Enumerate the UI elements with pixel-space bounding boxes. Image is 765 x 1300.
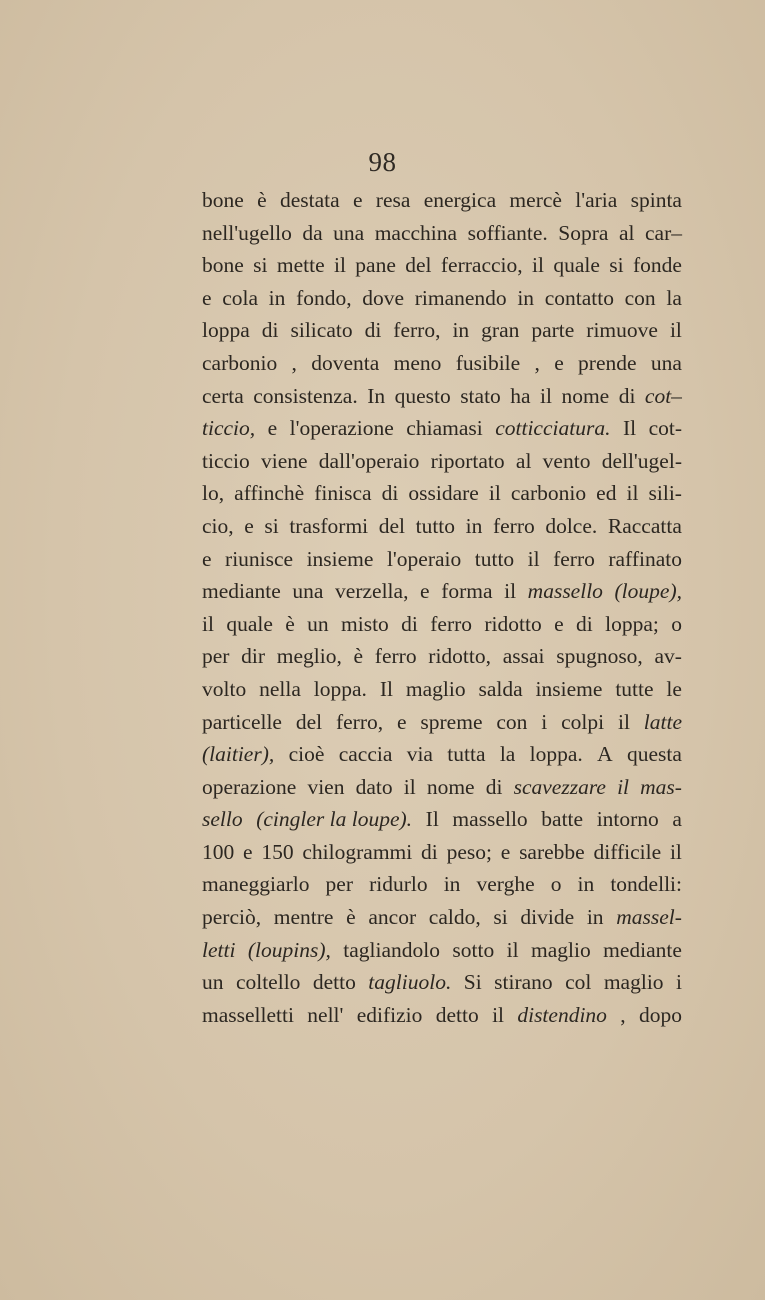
word: cio,: [202, 513, 234, 538]
word: cola: [222, 285, 259, 310]
word: al: [515, 448, 532, 473]
word: assai: [502, 644, 545, 669]
word: fondo,: [296, 285, 352, 310]
word: tutto: [474, 546, 515, 571]
word: bone: [202, 253, 244, 278]
word: peso;: [446, 839, 492, 864]
word: vien: [307, 774, 345, 799]
word: meno: [393, 350, 442, 375]
word: per: [202, 644, 230, 669]
page-number: 98: [368, 147, 397, 177]
text-line: [202, 477, 682, 510]
word: letti: [202, 937, 236, 962]
word: distendino: [517, 1002, 607, 1027]
word: sotto: [452, 937, 495, 962]
word: e: [554, 350, 564, 375]
word: meglio,: [276, 644, 342, 669]
word: stirano: [494, 970, 553, 995]
text-line: [202, 347, 682, 380]
word: salda: [478, 676, 523, 701]
word: del: [378, 513, 406, 538]
word: Il: [622, 416, 637, 441]
word: l'operazione: [289, 416, 394, 441]
word: bone: [202, 188, 244, 212]
word: con: [496, 709, 528, 734]
word: spreme: [420, 709, 483, 734]
text-line: [202, 934, 682, 967]
word: batte: [541, 807, 584, 832]
word: cot–: [644, 383, 682, 408]
word: questo: [394, 383, 451, 408]
word: fonde: [632, 253, 682, 278]
word: (loupe),: [614, 579, 682, 604]
word: mediante: [202, 579, 281, 604]
word: il: [488, 481, 501, 506]
word: dato: [355, 774, 393, 799]
word: sili-: [648, 481, 682, 506]
word: loppa.: [313, 676, 367, 701]
word: di: [364, 318, 382, 343]
word: il: [202, 611, 214, 636]
word: questa: [626, 742, 682, 767]
word: lo,: [202, 481, 225, 506]
text-line: [202, 314, 682, 347]
text-line: [202, 608, 682, 641]
word: caldo,: [428, 905, 481, 930]
word: cotticciatura.: [495, 416, 611, 441]
word: raffinato: [608, 546, 682, 571]
text-line: [202, 803, 682, 836]
word: si: [253, 253, 268, 278]
word: nell': [307, 1002, 344, 1027]
word: del: [295, 709, 323, 734]
word: da: [302, 220, 323, 245]
word: mediante: [603, 937, 682, 962]
word: il: [626, 481, 639, 506]
word: tutto: [415, 513, 456, 538]
word: parte: [531, 318, 575, 343]
word: chiamasi: [406, 416, 483, 441]
word: energica: [423, 188, 497, 212]
word: car–: [645, 220, 682, 245]
word: ridotto: [484, 611, 542, 636]
word: e: [244, 513, 254, 538]
word: o: [550, 872, 562, 897]
word: divide: [520, 905, 575, 930]
text-line: [202, 640, 682, 673]
text-line: [202, 380, 682, 413]
word: ed: [596, 481, 617, 506]
word: e: [420, 579, 430, 604]
word: in: [452, 318, 470, 343]
text-line: [202, 575, 682, 608]
word: A: [597, 742, 613, 767]
word: i: [675, 970, 682, 995]
text-line: [202, 184, 682, 217]
word: è: [353, 644, 364, 669]
word: e: [554, 611, 564, 636]
word: maglio: [531, 937, 591, 962]
word: e: [202, 546, 212, 571]
word: il: [506, 937, 519, 962]
word: quale: [226, 611, 273, 636]
word: sello: [202, 807, 243, 832]
word: tagliuolo.: [368, 970, 452, 995]
text-line: [202, 836, 682, 869]
word: di: [261, 318, 279, 343]
word: fusibile: [455, 350, 521, 375]
word: in: [577, 872, 595, 897]
text-line: [202, 706, 682, 739]
word: ancor: [368, 905, 417, 930]
word: loppa;: [605, 611, 659, 636]
word: silicato: [290, 318, 353, 343]
word: soffiante.: [467, 220, 548, 245]
word: misto: [341, 611, 389, 636]
word: di: [401, 611, 418, 636]
text-line: [202, 543, 682, 576]
word: Raccatta: [607, 513, 682, 538]
word: un: [307, 611, 329, 636]
word: chilogrammi: [302, 839, 413, 864]
word: il: [504, 579, 517, 604]
word: tondelli:: [610, 872, 682, 897]
word: di: [618, 383, 636, 408]
word: colpi: [561, 709, 605, 734]
word: il: [617, 709, 630, 734]
word: ferraccio,: [440, 253, 523, 278]
text-line: [202, 249, 682, 282]
word: Si: [463, 970, 482, 995]
word: In: [367, 383, 386, 408]
word: finisca: [314, 481, 372, 506]
word: massel-: [616, 905, 682, 930]
word: masselletti: [202, 1002, 294, 1027]
word: dove: [362, 285, 405, 310]
word: dolce.: [545, 513, 598, 538]
word: il: [532, 253, 544, 278]
word: ferro: [430, 611, 473, 636]
word: macchina: [374, 220, 458, 245]
word: ,: [291, 350, 297, 375]
word: prende: [578, 350, 637, 375]
word: ,: [534, 350, 540, 375]
word: e: [202, 285, 212, 310]
word: dopo: [638, 1002, 682, 1027]
word: quale: [553, 253, 600, 278]
word: con: [624, 285, 656, 310]
word: una: [333, 220, 365, 245]
word: a: [672, 807, 682, 832]
word: cioè: [288, 742, 325, 767]
word: nome: [561, 383, 610, 408]
word: maneggiarlo: [202, 872, 310, 897]
word: latte: [643, 709, 682, 734]
word: di: [485, 774, 503, 799]
word: pane: [355, 253, 396, 278]
word: tutta: [447, 742, 486, 767]
word: ha: [510, 383, 531, 408]
word: 100: [202, 839, 235, 864]
text-line: [202, 868, 682, 901]
word: rimanendo: [414, 285, 507, 310]
word: stato: [460, 383, 501, 408]
text-line: [202, 999, 682, 1032]
word: ferro: [492, 513, 535, 538]
body-text: [202, 184, 682, 1031]
word: ridurlo: [369, 872, 428, 897]
word: tagliandolo: [343, 937, 440, 962]
text-line: [202, 738, 682, 771]
word: viene: [261, 448, 308, 473]
word: affinchè: [234, 481, 305, 506]
word: per: [325, 872, 353, 897]
text-line: [202, 412, 682, 445]
word: (laitier),: [202, 742, 275, 767]
text-line: [202, 771, 682, 804]
word: il: [403, 774, 416, 799]
word: ,: [620, 1002, 626, 1027]
text-line: [202, 966, 682, 999]
word: tutte: [615, 676, 654, 701]
word: nella: [259, 676, 301, 701]
word: ferro,: [335, 709, 384, 734]
word: doventa: [311, 350, 380, 375]
word: verghe: [476, 872, 535, 897]
word: detto: [312, 970, 356, 995]
word: in: [465, 513, 483, 538]
word: maglio: [603, 970, 664, 995]
word: spugnoso,: [556, 644, 643, 669]
word: una: [292, 579, 324, 604]
word: insieme: [535, 676, 603, 701]
word: carbonio: [202, 350, 278, 375]
word: e: [500, 839, 511, 864]
text-line: [202, 510, 682, 543]
word: ticcio: [202, 448, 250, 473]
word: rimuove: [586, 318, 658, 343]
word: si: [609, 253, 624, 278]
word: una: [650, 350, 682, 375]
word: loppa: [202, 318, 250, 343]
word: detto: [435, 1002, 479, 1027]
word: si: [493, 905, 508, 930]
word: mas-: [640, 774, 682, 799]
word: e: [243, 839, 253, 864]
word: particelle: [202, 709, 282, 734]
word: ridotto,: [428, 644, 491, 669]
word: Il: [379, 676, 393, 701]
word: trasformi: [289, 513, 369, 538]
word: perciò,: [202, 905, 262, 930]
text-line: [202, 901, 682, 934]
word: vento: [542, 448, 591, 473]
word: spinta: [630, 188, 682, 212]
word: il: [540, 383, 552, 408]
word: dir: [241, 644, 266, 669]
word: maglio: [405, 676, 466, 701]
word: in: [517, 285, 535, 310]
word: forma: [441, 579, 493, 604]
word: in: [586, 905, 604, 930]
word: contatto: [544, 285, 614, 310]
word: ferro: [553, 546, 595, 571]
word: mercè: [509, 188, 562, 212]
word: si: [264, 513, 279, 538]
word: dall'operaio: [318, 448, 420, 473]
word: e: [397, 709, 407, 734]
text-line: [202, 445, 682, 478]
word: un: [202, 970, 224, 995]
text-line: [202, 673, 682, 706]
word: in: [268, 285, 286, 310]
word: scavezzare: [513, 774, 606, 799]
word: destata: [279, 188, 340, 212]
word: operazione: [202, 774, 297, 799]
text-line: [202, 217, 682, 250]
word: di: [576, 611, 593, 636]
word: massello: [452, 807, 528, 832]
word: la: [666, 285, 682, 310]
word: intorno: [596, 807, 659, 832]
word: sarebbe: [519, 839, 585, 864]
word: verzella,: [335, 579, 409, 604]
word: è: [346, 905, 356, 930]
word: e: [267, 416, 278, 441]
word: nell'ugello: [202, 220, 292, 245]
word: Sopra: [558, 220, 609, 245]
word: riportato: [430, 448, 505, 473]
word: mentre: [273, 905, 334, 930]
word: ferro: [374, 644, 417, 669]
word: coltello: [235, 970, 301, 995]
word: le: [666, 676, 682, 701]
word: volto: [202, 676, 247, 701]
word: il: [527, 546, 540, 571]
word: av-: [654, 644, 682, 669]
word: del: [405, 253, 432, 278]
word: (loupins),: [247, 937, 331, 962]
word: il: [333, 253, 346, 278]
word: e: [352, 188, 363, 212]
word: o: [671, 611, 682, 636]
word: riunisce: [225, 546, 294, 571]
word: in: [443, 872, 461, 897]
word: i: [541, 709, 548, 734]
word: loppa.: [529, 742, 583, 767]
word: 150: [261, 839, 294, 864]
word: di: [381, 481, 399, 506]
word: il: [492, 1002, 505, 1027]
word: la: [499, 742, 516, 767]
word: ticcio,: [202, 416, 256, 441]
word: è: [257, 188, 267, 212]
word: col: [565, 970, 592, 995]
word: (cingler la loupe).: [256, 807, 413, 832]
word: certa: [202, 383, 244, 408]
text-line: [202, 282, 682, 315]
word: cot-: [648, 416, 682, 441]
word: è: [285, 611, 295, 636]
word: al: [618, 220, 635, 245]
word: massello: [527, 579, 603, 604]
word: via: [406, 742, 433, 767]
word: dell'ugel-: [601, 448, 682, 473]
word: caccia: [338, 742, 393, 767]
word: nome: [426, 774, 475, 799]
word: carbonio: [510, 481, 587, 506]
word: resa: [375, 188, 411, 212]
word: edifizio: [356, 1002, 423, 1027]
word: l'aria: [575, 188, 618, 212]
word: di: [421, 839, 438, 864]
word: insieme: [306, 546, 374, 571]
word: Il: [425, 807, 439, 832]
word: difficile: [593, 839, 662, 864]
word: il: [669, 839, 682, 864]
word: consistenza.: [253, 383, 358, 408]
word: l'operaio: [386, 546, 462, 571]
word: gran: [481, 318, 520, 343]
word: il: [669, 318, 682, 343]
word: mette: [276, 253, 325, 278]
word: ossidare: [408, 481, 479, 506]
word: ferro,: [393, 318, 441, 343]
word: il: [617, 774, 630, 799]
